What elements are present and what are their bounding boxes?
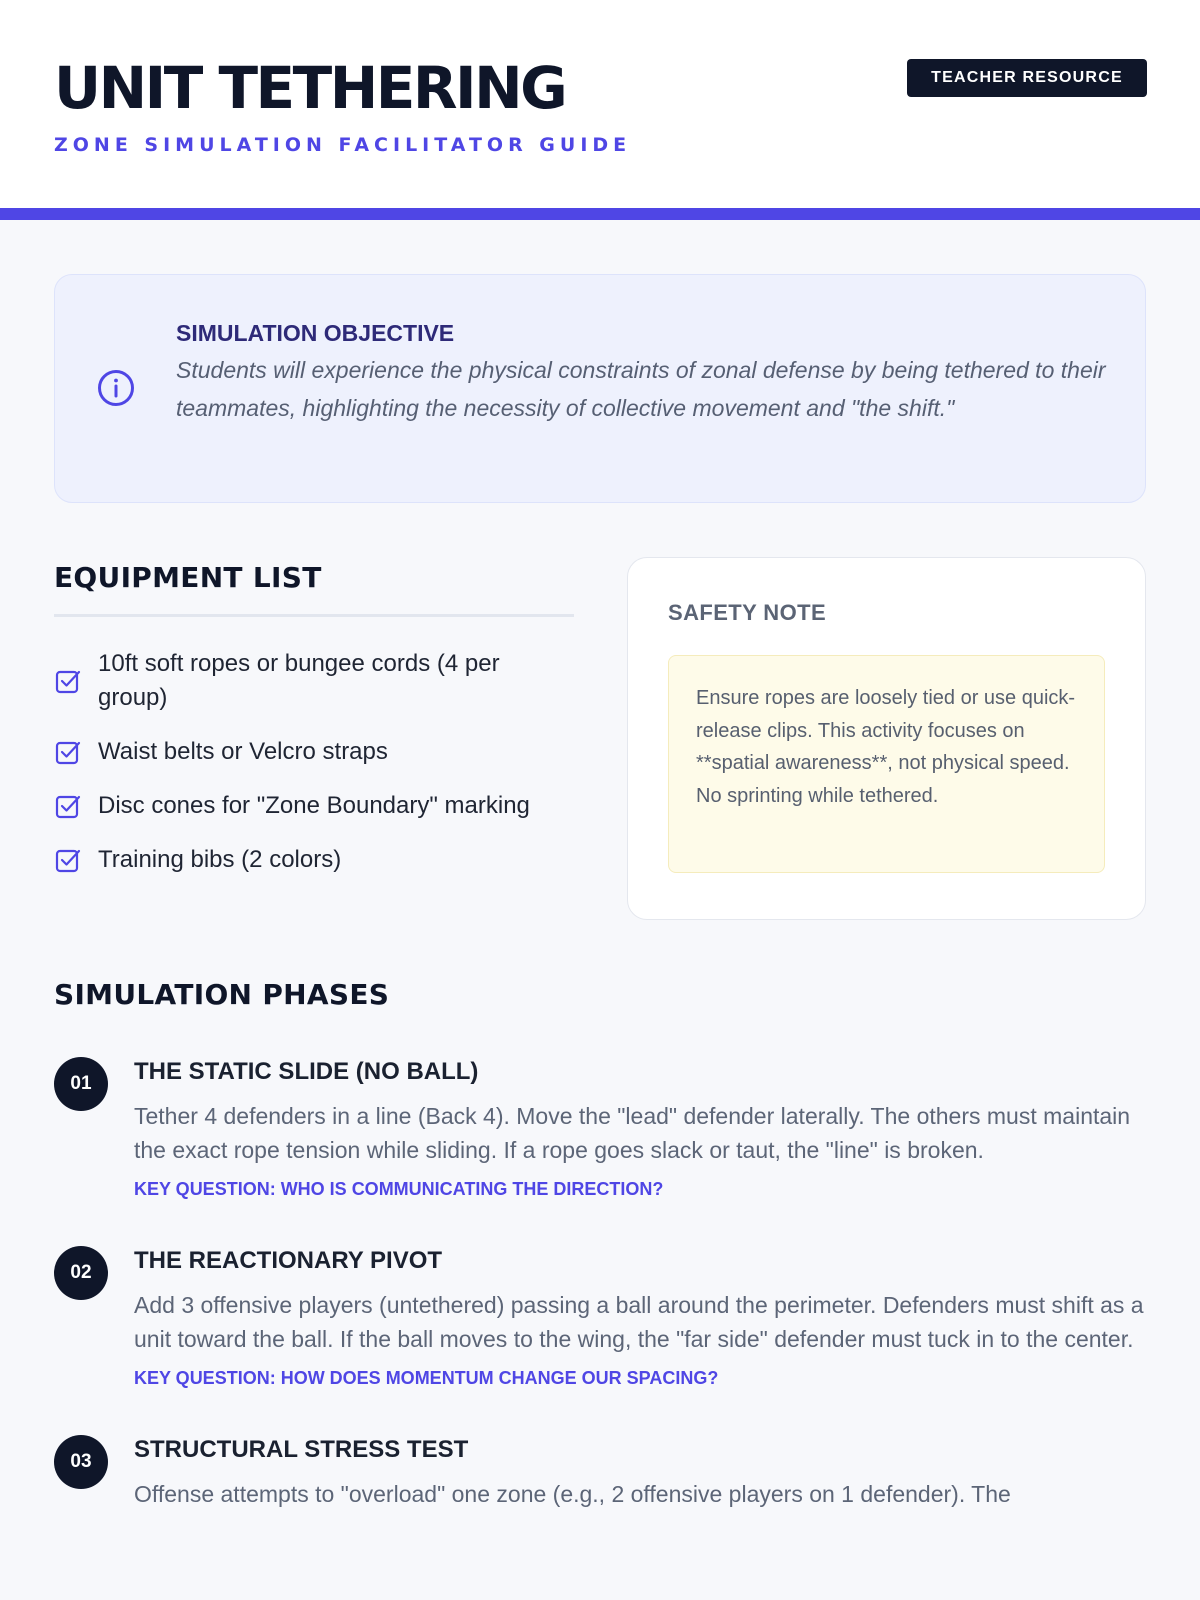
main-content — [0, 220, 1200, 1511]
checkbox-icon — [54, 667, 82, 695]
equipment-heading: EQUIPMENT LIST — [54, 557, 574, 617]
phase-item — [54, 1057, 1146, 1200]
equipment-item — [54, 843, 574, 877]
phase-description: Add 3 offensive players (untethered) passing a ball around the perimeter. Defenders must shift as a unit toward the ball. If the ball moves to the wing, the "far side" defender must tuck in to the center. — [134, 1292, 1144, 1352]
equipment-item — [54, 789, 574, 823]
phases-section — [54, 978, 1146, 1511]
checkbox-icon — [54, 738, 82, 766]
info-icon — [97, 369, 135, 407]
equipment-section — [54, 557, 574, 920]
equipment-item — [54, 735, 574, 769]
equipment-item-label: Training bibs (2 colors) — [98, 846, 342, 873]
checkbox-icon — [54, 846, 82, 874]
phase-key-question: KEY QUESTION: WHO IS COMMUNICATING THE DIRECTION? — [134, 1179, 664, 1199]
phase-description: Tether 4 defenders in a line (Back 4). Move the "lead" defender laterally. The others must maintain the exact rope tension while sliding. If a rope goes slack or taut, the "line" is broken. — [134, 1103, 1131, 1163]
safety-note-text: Ensure ropes are loosely tied or use quick-release clips. This activity focuses on **spatial awareness**, not physical speed. No sprinting while tethered. — [668, 655, 1105, 873]
equipment-safety-row — [54, 557, 1146, 920]
phase-key-question: KEY QUESTION: HOW DOES MOMENTUM CHANGE OUR SPACING? — [134, 1368, 719, 1388]
equipment-list — [54, 647, 574, 877]
phase-number-badge: 03 — [54, 1435, 108, 1489]
phases-heading: SIMULATION PHASES — [54, 978, 390, 1011]
page-title: UNIT TETHERING — [54, 54, 566, 122]
phase-title: THE REACTIONARY PIVOT — [134, 1247, 443, 1274]
phase-number-badge: 01 — [54, 1057, 108, 1111]
equipment-item-label: 10ft soft ropes or bungee cords (4 per group) — [98, 650, 500, 711]
page-header — [0, 0, 1200, 220]
objective-title: SIMULATION OBJECTIVE — [176, 320, 455, 346]
phase-item — [54, 1435, 1146, 1511]
checkbox-icon — [54, 792, 82, 820]
phase-title: STRUCTURAL STRESS TEST — [134, 1436, 469, 1463]
page-subtitle: ZONE SIMULATION FACILITATOR GUIDE — [54, 134, 632, 156]
teacher-resource-badge: TEACHER RESOURCE — [907, 59, 1147, 97]
objective-text: Students will experience the physical constraints of zonal defense by being tethered to their teammates, highlighting the necessity of collective movement and "the shift." — [176, 357, 1106, 421]
equipment-item-label: Disc cones for "Zone Boundary" marking — [98, 792, 530, 819]
phase-item — [54, 1246, 1146, 1389]
safety-title: SAFETY NOTE — [668, 600, 827, 625]
equipment-item-label: Waist belts or Velcro straps — [98, 738, 388, 765]
safety-card — [627, 557, 1146, 920]
phase-number-badge: 02 — [54, 1246, 108, 1300]
phase-title: THE STATIC SLIDE (NO BALL) — [134, 1058, 479, 1085]
objective-callout — [54, 274, 1146, 503]
equipment-item — [54, 647, 574, 715]
phase-description: Offense attempts to "overload" one zone (e.g., 2 offensive players on 1 defender). The — [134, 1481, 1011, 1507]
